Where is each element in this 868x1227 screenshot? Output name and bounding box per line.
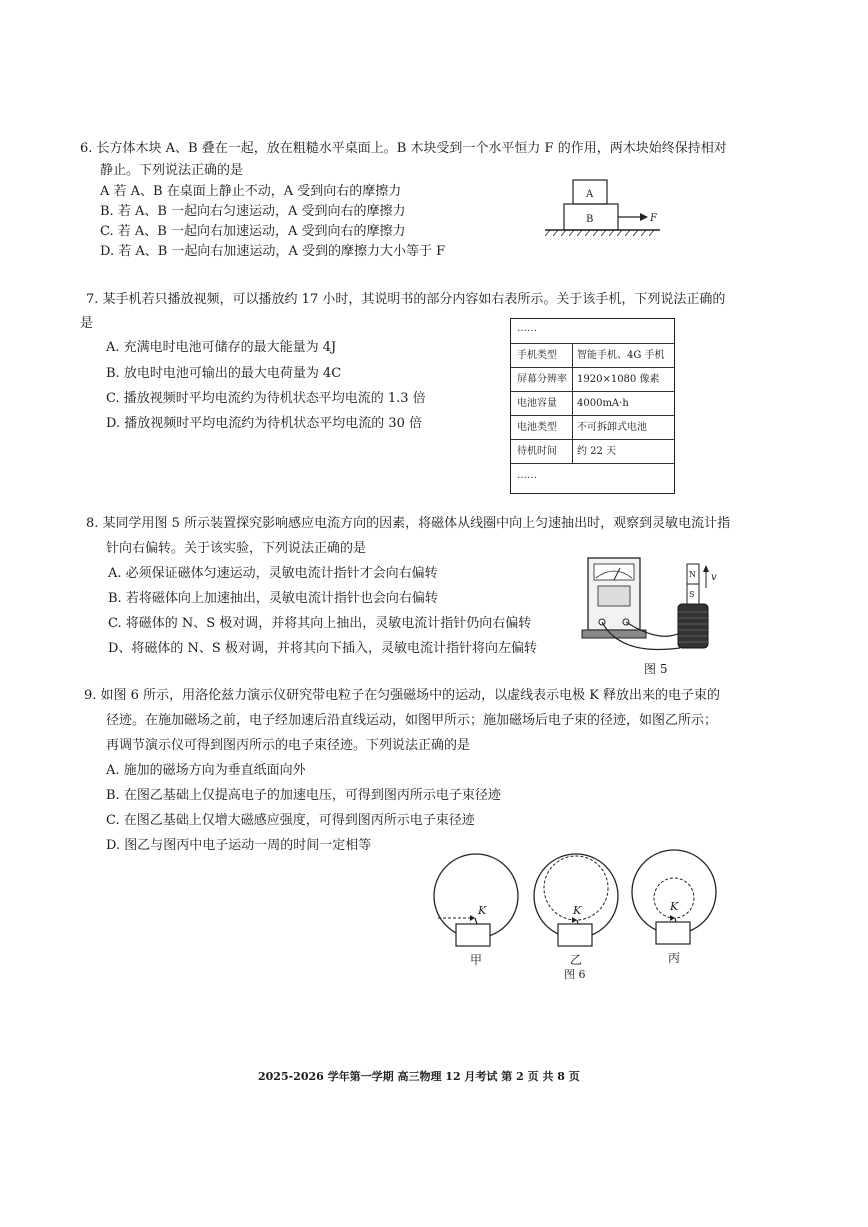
q7-table-key: 待机时间 xyxy=(517,446,557,457)
q6-option-b: B. 若 A、B 一起向右匀速运动，A 受到向右的摩擦力 xyxy=(100,204,406,219)
q7-table-value: 约 22 天 xyxy=(577,446,617,457)
q9-electron-beam-figure xyxy=(428,846,724,986)
q9-figure-caption: 图 6 xyxy=(564,968,586,981)
q8-magnet-n: N xyxy=(689,570,696,579)
table-row xyxy=(511,391,674,416)
q9-k-label: K xyxy=(573,904,582,917)
q6-stem-line1: 6. 长方体木块 A、B 叠在一起，放在粗糙水平桌面上。B 木块受到一个水平恒力 F 的作用，两木块始终保持相对 xyxy=(80,141,727,156)
q8-stem-line1: 8. 某同学用图 5 所示装置探究影响感应电流方向的因素，将磁体从线圈中向上匀速抽出时，观察到灵敏电流计指 xyxy=(86,516,731,531)
q7-table-bottom-dots: …… xyxy=(517,470,537,481)
q6-stem-line2: 静止。下列说法正确的是 xyxy=(100,163,244,178)
q7-table-key: 电池容量 xyxy=(517,398,557,409)
q9-stem-line2: 径迹。在施加磁场之前，电子经加速后沿直线运动，如图甲所示；施加磁场后电子束的径迹，如图乙所示； xyxy=(106,713,718,728)
q7-option-a: A. 充满电时电池可储存的最大能量为 4J xyxy=(106,340,337,355)
q6-option-a: A 若 A、B 在桌面上静止不动，A 受到向右的摩擦力 xyxy=(100,184,402,199)
q9-label-bing: 丙 xyxy=(668,951,681,965)
q6-label-b: B xyxy=(586,214,594,225)
q7-table-key: 电池类型 xyxy=(517,422,557,433)
q9-label-jia: 甲 xyxy=(470,953,483,967)
q7-table-value: 4000mA·h xyxy=(577,398,629,409)
q7-table-value: 不可拆卸式电池 xyxy=(577,422,647,433)
table-row xyxy=(511,343,674,368)
q8-figure-caption: 图 5 xyxy=(644,662,668,676)
q8-velocity-label: v xyxy=(711,572,717,583)
q8-option-a: A. 必须保证磁体匀速运动，灵敏电流计指针才会向右偏转 xyxy=(108,566,438,581)
q9-k-label: K xyxy=(478,904,487,917)
q7-option-b: B. 放电时电池可输出的最大电荷量为 4C xyxy=(106,366,342,381)
table-row xyxy=(511,415,674,440)
q9-label-yi: 乙 xyxy=(570,953,583,967)
page-footer: 2025-2026 学年第一学期 高三物理 12 月考试 第 2 页 共 8 页 xyxy=(258,1070,580,1083)
q9-stem-line3: 再调节演示仪可得到图丙所示的电子束径迹。下列说法正确的是 xyxy=(106,738,471,753)
q6-block-figure xyxy=(540,172,670,242)
q9-option-c: C. 在图乙基础上仅增大磁感应强度，可得到图丙所示电子束径迹 xyxy=(106,813,475,828)
q6-label-f: F xyxy=(650,213,657,224)
q9-stem-line1: 9. 如图 6 所示，用洛伦兹力演示仪研究带电粒子在匀强磁场中的运动，以虚线表示电极 K 释放出来的电子束的 xyxy=(84,688,721,703)
q7-spec-table xyxy=(510,318,675,494)
q7-table-top-dots: …… xyxy=(517,323,537,334)
q8-option-d: D、将磁体的 N、S 极对调，并将其向下插入，灵敏电流计指针将向左偏转 xyxy=(108,641,537,656)
q8-galvanometer-figure xyxy=(580,556,730,676)
q6-option-c: C. 若 A、B 一起向右加速运动，A 受到向右的摩擦力 xyxy=(100,224,406,239)
q7-table-key: 屏幕分辨率 xyxy=(517,374,567,385)
table-row xyxy=(511,367,674,392)
q7-stem-line2: 是 xyxy=(80,316,94,331)
q9-option-d: D. 图乙与图丙中电子运动一周的时间一定相等 xyxy=(106,838,372,853)
q9-k-label: K xyxy=(670,900,679,913)
q7-table-value: 智能手机、4G 手机 xyxy=(577,350,665,361)
q6-label-a: A xyxy=(586,189,594,200)
table-row xyxy=(511,439,674,464)
q7-stem-line1: 7. 某手机若只播放视频，可以播放约 17 小时，其说明书的部分内容如右表所示。关于该手机，下列说法正确的 xyxy=(86,292,726,307)
q8-option-b: B. 若将磁体向上加速抽出，灵敏电流计指针也会向右偏转 xyxy=(108,591,438,606)
q7-table-value: 1920×1080 像素 xyxy=(577,374,660,385)
q9-option-a: A. 施加的磁场方向为垂直纸面向外 xyxy=(106,763,306,778)
q8-magnet-s: S xyxy=(689,590,695,599)
q9-option-b: B. 在图乙基础上仅提高电子的加速电压，可得到图丙所示电子束径迹 xyxy=(106,788,501,803)
q7-table-key: 手机类型 xyxy=(517,350,557,361)
q6-option-d: D. 若 A、B 一起向右加速运动，A 受到的摩擦力大小等于 F xyxy=(100,244,446,259)
q8-option-c: C. 将磁体的 N、S 极对调，并将其向上抽出，灵敏电流计指针仍向右偏转 xyxy=(108,616,532,631)
q8-stem-line2: 针向右偏转。关于该实验，下列说法正确的是 xyxy=(106,541,367,556)
q7-option-c: C. 播放视频时平均电流约为待机状态平均电流的 1.3 倍 xyxy=(106,391,426,406)
q7-option-d: D. 播放视频时平均电流约为待机状态平均电流的 30 倍 xyxy=(106,416,423,431)
table-row xyxy=(511,463,674,488)
